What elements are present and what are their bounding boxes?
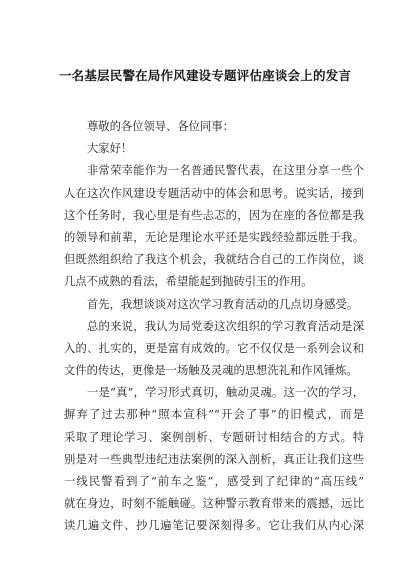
paragraph-line: 读几遍文件、抄几遍笔记要深刻得多。它让我们从内心深 (64, 519, 364, 533)
paragraph-line: 一是“真”，学习形式真切，触动灵魂。这一次的学习， (87, 386, 364, 400)
paragraph-line: 人在这次作风建设专题活动中的体会和思考。说实话，接到 (64, 186, 364, 200)
paragraph-line: 总的来说，我认为局党委这次组织的学习教育活动是深 (87, 319, 364, 333)
paragraph-line: 入的、扎实的，更是富有成效的。它不仅仅是一系列会议和 (64, 341, 364, 355)
paragraph-line: 的领导和前辈，无论是理论水平还是实践经验都远胜于我。 (64, 230, 364, 244)
paragraph-line: 这个任务时，我心里是有些忐忑的，因为在座的各位都是我 (64, 208, 364, 222)
paragraph-line: 但既然组织给了我这个机会，我就结合自己的工作岗位，谈 (64, 253, 364, 267)
paragraph-line: 就在身边，时刻不能触碰。这种警示教育带来的震撼，远比 (64, 497, 364, 511)
paragraph-line: 摒弃了过去那种“照本宣科”“开会了事”的旧模式，而是 (64, 408, 364, 422)
paragraph-line: 几点不成熟的看法，希望能起到抛砖引玉的作用。 (64, 275, 313, 289)
paragraph-line: 文件的传达，更像是一场触及灵魂的思想洗礼和作风锤炼。 (64, 364, 358, 378)
document-title: 一名基层民警在局作风建设专题评估座谈会上的发言 (58, 68, 352, 83)
paragraph-line: 别是对一些典型违纪违法案例的深入剖析，真正让我们这些 (64, 452, 364, 466)
paragraph-line: 采取了理论学习、案例剖析、专题研讨相结合的方式。特 (64, 430, 364, 444)
paragraph-line: 非常荣幸能作为一名普通民警代表，在这里分享一些个 (87, 164, 364, 178)
salutation-line: 尊敬的各位领导、各位同事： (87, 120, 234, 133)
document-body (64, 116, 364, 538)
paragraph-line: 首先，我想谈谈对这次学习教育活动的几点切身感受。 (87, 297, 359, 311)
paragraph-line: 一线民警看到了“前车之鉴”，感受到了纪律的“高压线” (64, 475, 364, 488)
greeting-line: 大家好！ (87, 142, 133, 156)
